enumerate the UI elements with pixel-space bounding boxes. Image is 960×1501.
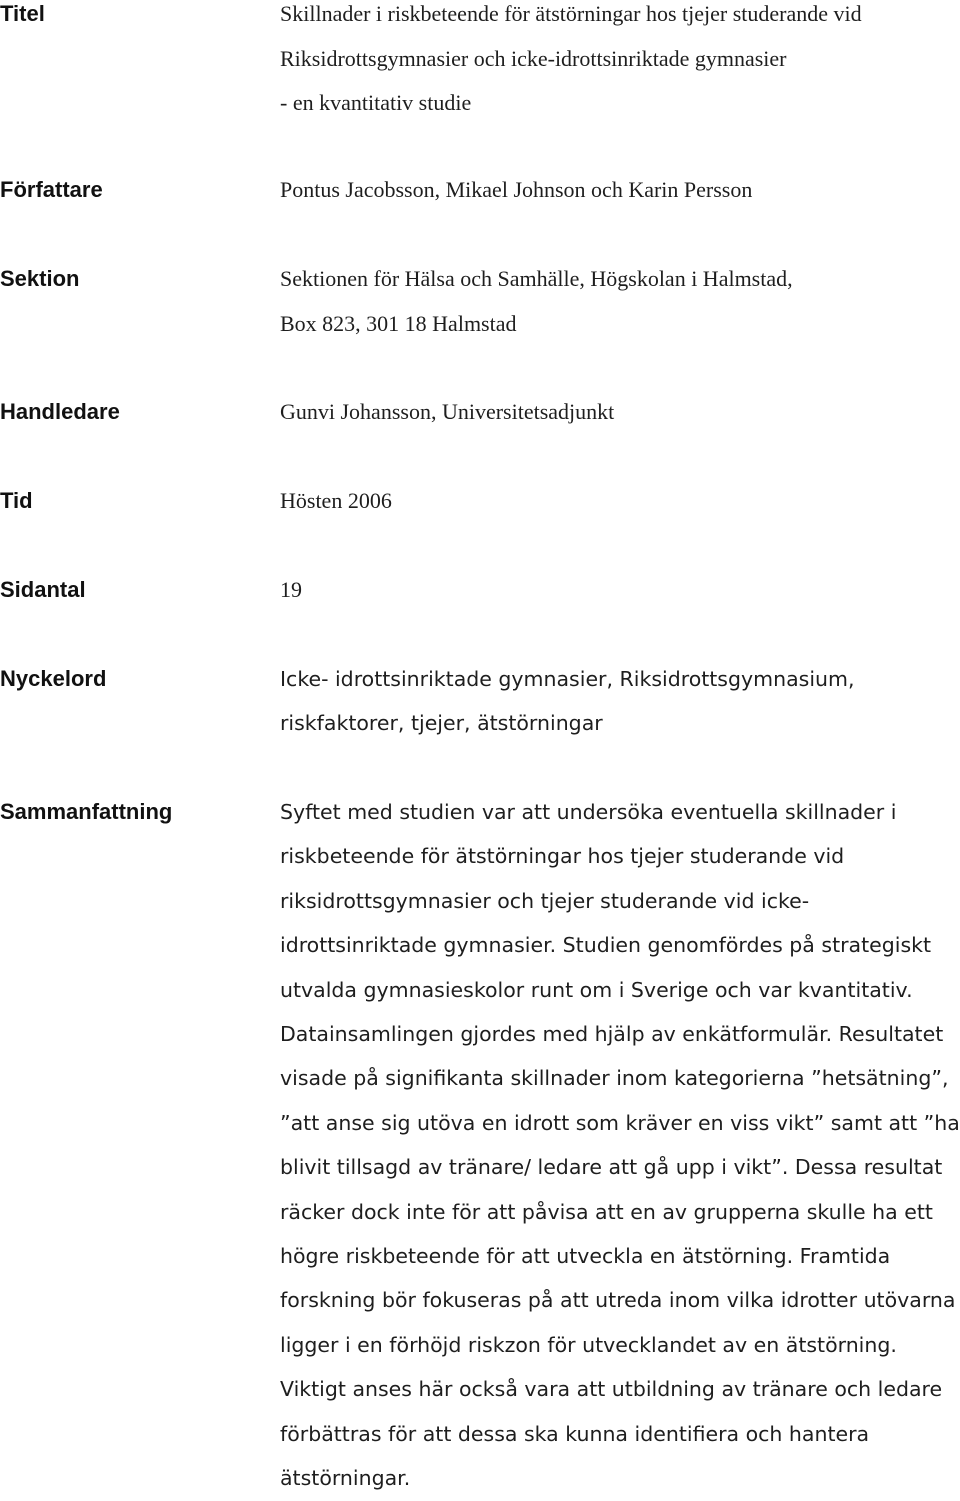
section-label: Sektion [0,266,80,291]
title-value [280,0,955,126]
title-line: - en kvantitativ studie [280,90,472,115]
keywords-label: Nyckelord [0,666,107,691]
title-line: Skillnader i riskbeteende för ätstörningar hos tjejer studerande vid [280,1,862,26]
abstract-line: ätstörningar. [280,1466,411,1491]
keywords-line: riskfaktorer, tjejer, ätstörningar [280,711,603,736]
abstract-line: utvalda gymnasieskolor runt om i Sverige och var kvantitativ. [280,977,913,1002]
title-line: Riksidrottsgymnasier och icke-idrottsinriktade gymnasier [280,45,787,71]
section-value [280,257,955,346]
time-label: Tid [0,488,33,513]
section-line: Sektionen för Hälsa och Samhälle, Högskolan i Halmstad, [280,266,793,291]
title-label: Titel [0,1,45,26]
authors-line: Pontus Jacobsson, Mikael Johnson och Karin Persson [280,177,753,202]
abstract-line: Syftet med studien var att undersöka eventuella skillnader i [280,800,897,824]
abstract-line: riskbeteende för ätstörningar hos tjejer studerande vid [280,844,845,869]
time-value [280,479,955,524]
abstract-line: blivit tillsagd av tränare/ ledare att gå upp i vikt”. Dessa resultat [280,1155,943,1180]
supervisor-value [280,390,955,435]
pages-label: Sidantal [0,577,86,602]
supervisor-label: Handledare [0,399,120,424]
supervisor-line: Gunvi Johansson, Universitetsadjunkt [280,399,615,424]
abstract-line: förbättras för att dessa ska kunna identifiera och hantera [280,1421,870,1446]
keywords-line: Icke- idrottsinriktade gymnasier, Riksidrottsgymnasium, [280,667,855,691]
abstract-line: riksidrottsgymnasier och tjejer studerande vid icke- [280,888,810,913]
abstract-line: högre riskbeteende för att utveckla en ätstörning. Framtida [280,1244,891,1269]
abstract-label: Sammanfattning [0,799,173,824]
abstract-line: Datainsamlingen gjordes med hjälp av enkätformulär. Resultatet [280,1022,944,1047]
abstract-line: ligger i en förhöjd riskzon för utvecklandet av en ätstörning. [280,1332,897,1357]
abstract-line: forskning bör fokuseras på att utreda inom vilka idrotter utövarna [280,1288,956,1313]
authors-value [280,168,955,213]
abstract-line: ”att anse sig utöva en idrott som kräver en viss vikt” samt att ”ha [280,1110,960,1135]
abstract-line: visade på signifikanta skillnader inom kategorierna ”hetsätning”, [280,1066,949,1091]
abstract-line: räcker dock inte för att påvisa att en av grupperna skulle ha ett [280,1199,933,1224]
abstract-line: idrottsinriktade gymnasier. Studien genomfördes på strategiskt [280,933,932,958]
pages-line: 19 [280,577,302,602]
keywords-value [280,657,955,746]
section-line: Box 823, 301 18 Halmstad [280,310,517,336]
pages-value [280,568,955,613]
time-line: Hösten 2006 [280,488,392,513]
abstract-value [280,790,960,1501]
abstract-line: Viktigt anses här också vara att utbildning av tränare och ledare [280,1377,943,1402]
authors-label: Författare [0,177,103,202]
